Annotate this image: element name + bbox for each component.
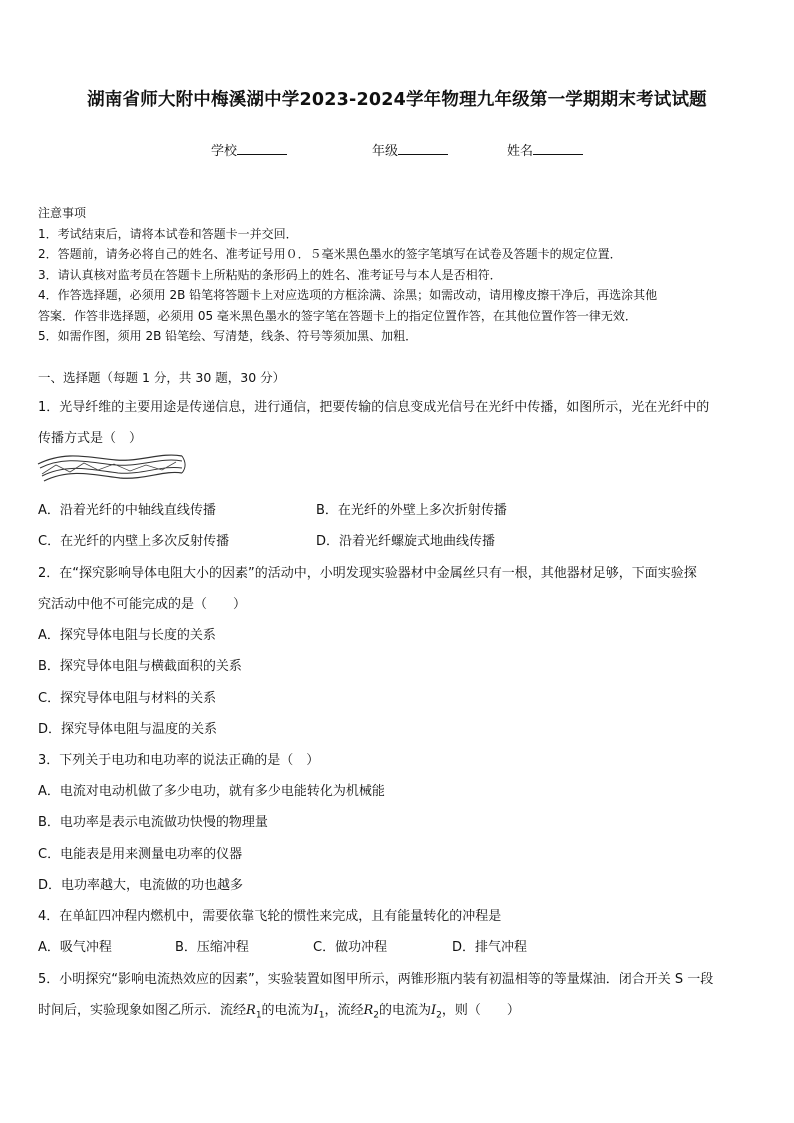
fiber-outer-bottom	[44, 472, 182, 481]
notes-item: 答案．作答非选择题，必须用 05 毫米黑色墨水的签字笔在答题卡上的指定位置作答，在其他位置作答一律无效．	[38, 308, 637, 323]
q5-text: 的电流为	[378, 1003, 431, 1018]
name-label: 姓名	[507, 144, 534, 159]
q5-text: ，流经	[324, 1003, 364, 1018]
notes-block	[38, 203, 657, 347]
q4-option-a[interactable]: A．吸气冲程	[38, 940, 112, 955]
q1-option-d[interactable]: D．沿着光纤螺旋式地曲线传播	[316, 534, 496, 549]
q3-option-a[interactable]: A．电流对电动机做了多少电功，就有多少电能转化为机械能	[38, 784, 385, 799]
q1-option-c[interactable]: C．在光纤的内壁上多次反射传播	[38, 534, 230, 549]
notes-title: 注意事项	[38, 206, 87, 220]
q2-stem-line2: 究活动中他不可能完成的是（ ）	[38, 597, 247, 612]
i2-subscript: 2	[436, 1010, 442, 1021]
q5-stem-line2	[38, 999, 520, 1021]
optical-fiber-figure	[36, 448, 186, 488]
q1-stem-line2: 传播方式是（ ）	[38, 431, 143, 446]
name-blank[interactable]	[533, 142, 583, 155]
q1-option-b[interactable]: B．在光纤的外壁上多次折射传播	[316, 503, 507, 518]
notes-item: 4．作答选择题，必须用 2B 铅笔将答题卡上对应选项的方框涂满、涂黑；如需改动，请用橡皮擦干净后，再选涂其他	[38, 288, 658, 302]
fiber-inner-top	[40, 460, 182, 468]
q1-stem-line1: 1．光导纤维的主要用途是传递信息，进行通信，把要传输的信息变成光信号在光纤中传播，如图所示，光在光纤中的	[38, 400, 710, 415]
q3-stem: 3．下列关于电功和电功率的说法正确的是（ ）	[38, 753, 320, 768]
q4-stem: 4．在单缸四冲程内燃机中，需要依靠飞轮的惯性来完成，且有能量转化的冲程是	[38, 909, 502, 924]
q1-option-a[interactable]: A．沿着光纤的中轴线直线传播	[38, 503, 216, 518]
q4-option-c[interactable]: C．做功冲程	[313, 940, 388, 955]
i1-symbol: I	[313, 1003, 319, 1018]
q5-text: 时间后，实验现象如图乙所示．流经	[38, 1003, 247, 1018]
r2-subscript: 2	[373, 1010, 379, 1021]
i1-subscript: 1	[318, 1010, 325, 1021]
r1-symbol: R	[246, 1003, 256, 1018]
q2-stem-line1: 2．在“探究影响导体电阻大小的因素”的活动中，小明发现实验器材中金属丝只有一根，其他器材足够，下面实验探	[38, 566, 697, 581]
grade-label: 年级	[372, 144, 399, 159]
q3-option-c[interactable]: C．电能表是用来测量电功率的仪器	[38, 847, 243, 862]
q3-option-b[interactable]: B．电功率是表示电流做功快慢的物理量	[38, 815, 268, 830]
notes-item: 2．答题前，请务必将自己的姓名、准考证号用０．５毫米黑色墨水的签字笔填写在试卷及答题卡的规定位置．	[38, 247, 622, 261]
q5-text: ，则（ ）	[441, 1003, 520, 1018]
q4-option-d[interactable]: D．排气冲程	[452, 940, 528, 955]
r2-symbol: R	[363, 1003, 374, 1018]
fiber-outer-top	[38, 455, 182, 464]
page-title: 湖南省师大附中梅溪湖中学2023-2024学年物理九年级第一学期期末考试试题	[87, 90, 707, 110]
notes-item: 1．考试结束后，请将本试卷和答题卡一并交回．	[38, 226, 298, 241]
q2-option-d[interactable]: D．探究导体电阻与温度的关系	[38, 722, 218, 737]
q2-option-c[interactable]: C．探究导体电阻与材料的关系	[38, 691, 217, 706]
grade-field	[372, 140, 448, 159]
fiber-end-cap	[182, 456, 185, 473]
q5-text: 的电流为	[261, 1003, 314, 1018]
r1-subscript: 1	[255, 1010, 262, 1021]
q2-option-b[interactable]: B．探究导体电阻与横截面积的关系	[38, 659, 242, 674]
notes-item: 5．如需作图，须用 2B 铅笔绘、写清楚，线条、符号等须加黑、加粗．	[38, 329, 418, 343]
q2-option-a[interactable]: A．探究导体电阻与长度的关系	[38, 628, 216, 643]
q5-stem-line1: 5．小明探究“影响电流热效应的因素”，实验装置如图甲所示，两锥形瓶内装有初温相等的等量煤油．闭合开关 S 一段	[38, 972, 714, 987]
school-blank[interactable]	[237, 142, 287, 155]
section-heading: 一、选择题（每题 1 分，共 30 题，30 分）	[38, 370, 286, 385]
school-label: 学校	[211, 144, 238, 159]
notes-item: 3．请认真核对监考员在答题卡上所粘贴的条形码上的姓名、准考证号与本人是否相符．	[38, 267, 502, 282]
name-field	[507, 140, 583, 159]
school-field	[211, 140, 287, 159]
q4-option-b[interactable]: B．压缩冲程	[175, 940, 249, 955]
grade-blank[interactable]	[398, 142, 448, 155]
i2-symbol: I	[431, 1003, 437, 1018]
q3-option-d[interactable]: D．电功率越大，电流做的功也越多	[38, 878, 244, 893]
